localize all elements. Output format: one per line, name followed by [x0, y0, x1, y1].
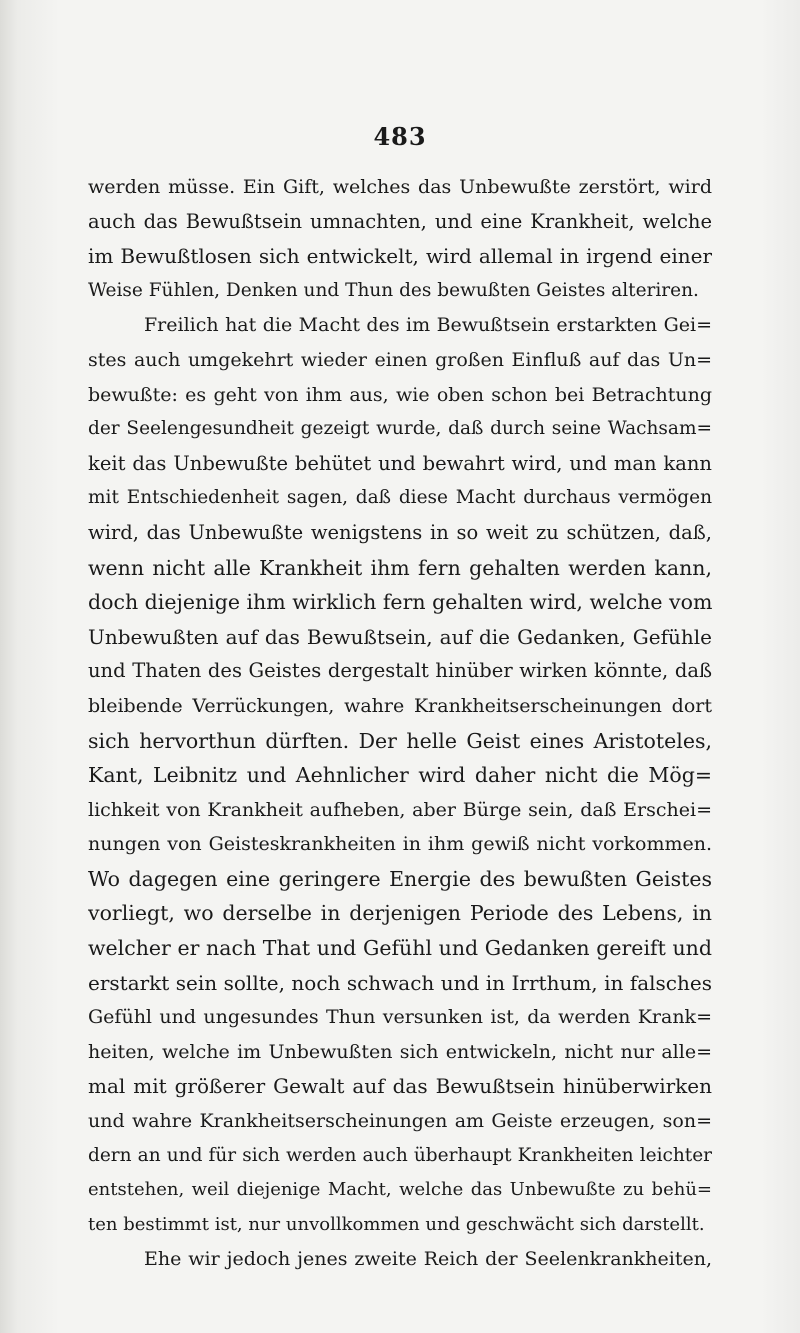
text-line: nungen von Geisteskrankheiten in ihm gewiß nicht vorkommen.	[88, 833, 712, 856]
text-line: bleibende Verrückungen, wahre Krankheitserscheinungen dort	[88, 694, 712, 717]
text-line: entstehen, weil diejenige Macht, welche das Unbewußte zu behü=	[88, 1179, 712, 1201]
text-line: ten bestimmt ist, nur unvollkommen und geschwächt sich darstellt.	[88, 1213, 705, 1235]
text-line: vorliegt, wo derselbe in derjenigen Periode des Lebens, in	[88, 901, 712, 926]
text-line: Unbewußten auf das Bewußtsein, auf die Gedanken, Gefühle	[88, 624, 712, 649]
text-line: keit das Unbewußte behütet und bewahrt wird, und man kann	[88, 451, 712, 475]
text-line: sich hervorthun dürften. Der helle Geist eines Aristoteles,	[88, 728, 712, 753]
text-line: doch diejenige ihm wirklich fern gehalten wird, welche vom	[88, 590, 712, 615]
text-line: Wo dagegen eine geringere Energie des bewußten Geistes	[88, 866, 712, 891]
text-line: und Thaten des Geistes dergestalt hinüber wirken könnte, daß	[88, 659, 712, 683]
text-line: auch das Bewußtsein umnachten, und eine Krankheit, welche	[88, 209, 712, 233]
text-line: im Bewußtlosen sich entwickelt, wird allemal in irgend einer	[88, 244, 712, 269]
text-line: und wahre Krankheitserscheinungen am Geiste erzeugen, son=	[88, 1110, 712, 1133]
text-line: wenn nicht alle Krankheit ihm fern gehalten werden kann,	[88, 555, 712, 580]
text-line: mit Entschiedenheit sagen, daß diese Macht durchaus vermögen	[88, 487, 712, 509]
page-number: 483	[373, 122, 427, 151]
text-line: Gefühl und ungesundes Thun versunken ist, da werden Krank=	[88, 1006, 712, 1029]
text-line: mal mit größerer Gewalt auf das Bewußtsein hinüberwirken	[88, 1074, 712, 1099]
text-line: erstarkt sein sollte, noch schwach und in Irrthum, in falsches	[88, 970, 712, 995]
text-line: Weise Fühlen, Denken und Thun des bewußten Geistes alteriren.	[88, 279, 699, 301]
text-line: wird, das Unbewußte wenigstens in so weit zu schützen, daß,	[88, 520, 712, 544]
text-line: bewußte: es geht von ihm aus, wie oben schon bei Betrachtung	[88, 383, 712, 406]
text-line: Ehe wir jedoch jenes zweite Reich der Seelenkrankheiten,	[144, 1248, 712, 1271]
body-text	[88, 170, 712, 1277]
text-line: lichkeit von Krankheit aufheben, aber Bürge sein, daß Erschei=	[88, 798, 712, 821]
text-line: werden müsse. Ein Gift, welches das Unbewußte zerstört, wird	[88, 176, 712, 198]
text-line: dern an und für sich werden auch überhaupt Krankheiten leichter	[88, 1144, 712, 1166]
text-line: stes auch umgekehrt wieder einen großen Einfluß auf das Un=	[88, 348, 712, 371]
text-line: Kant, Leibnitz und Aehnlicher wird daher nicht die Mög=	[88, 763, 712, 788]
text-line: der Seelengesundheit gezeigt wurde, daß durch seine Wachsam=	[88, 418, 712, 440]
text-line: Freilich hat die Macht des im Bewußtsein erstarkten Gei=	[144, 314, 712, 337]
text-line: heiten, welche im Unbewußten sich entwickeln, nicht nur alle=	[88, 1040, 712, 1063]
text-line: welcher er nach That und Gefühl und Gedanken gereift und	[88, 936, 712, 961]
